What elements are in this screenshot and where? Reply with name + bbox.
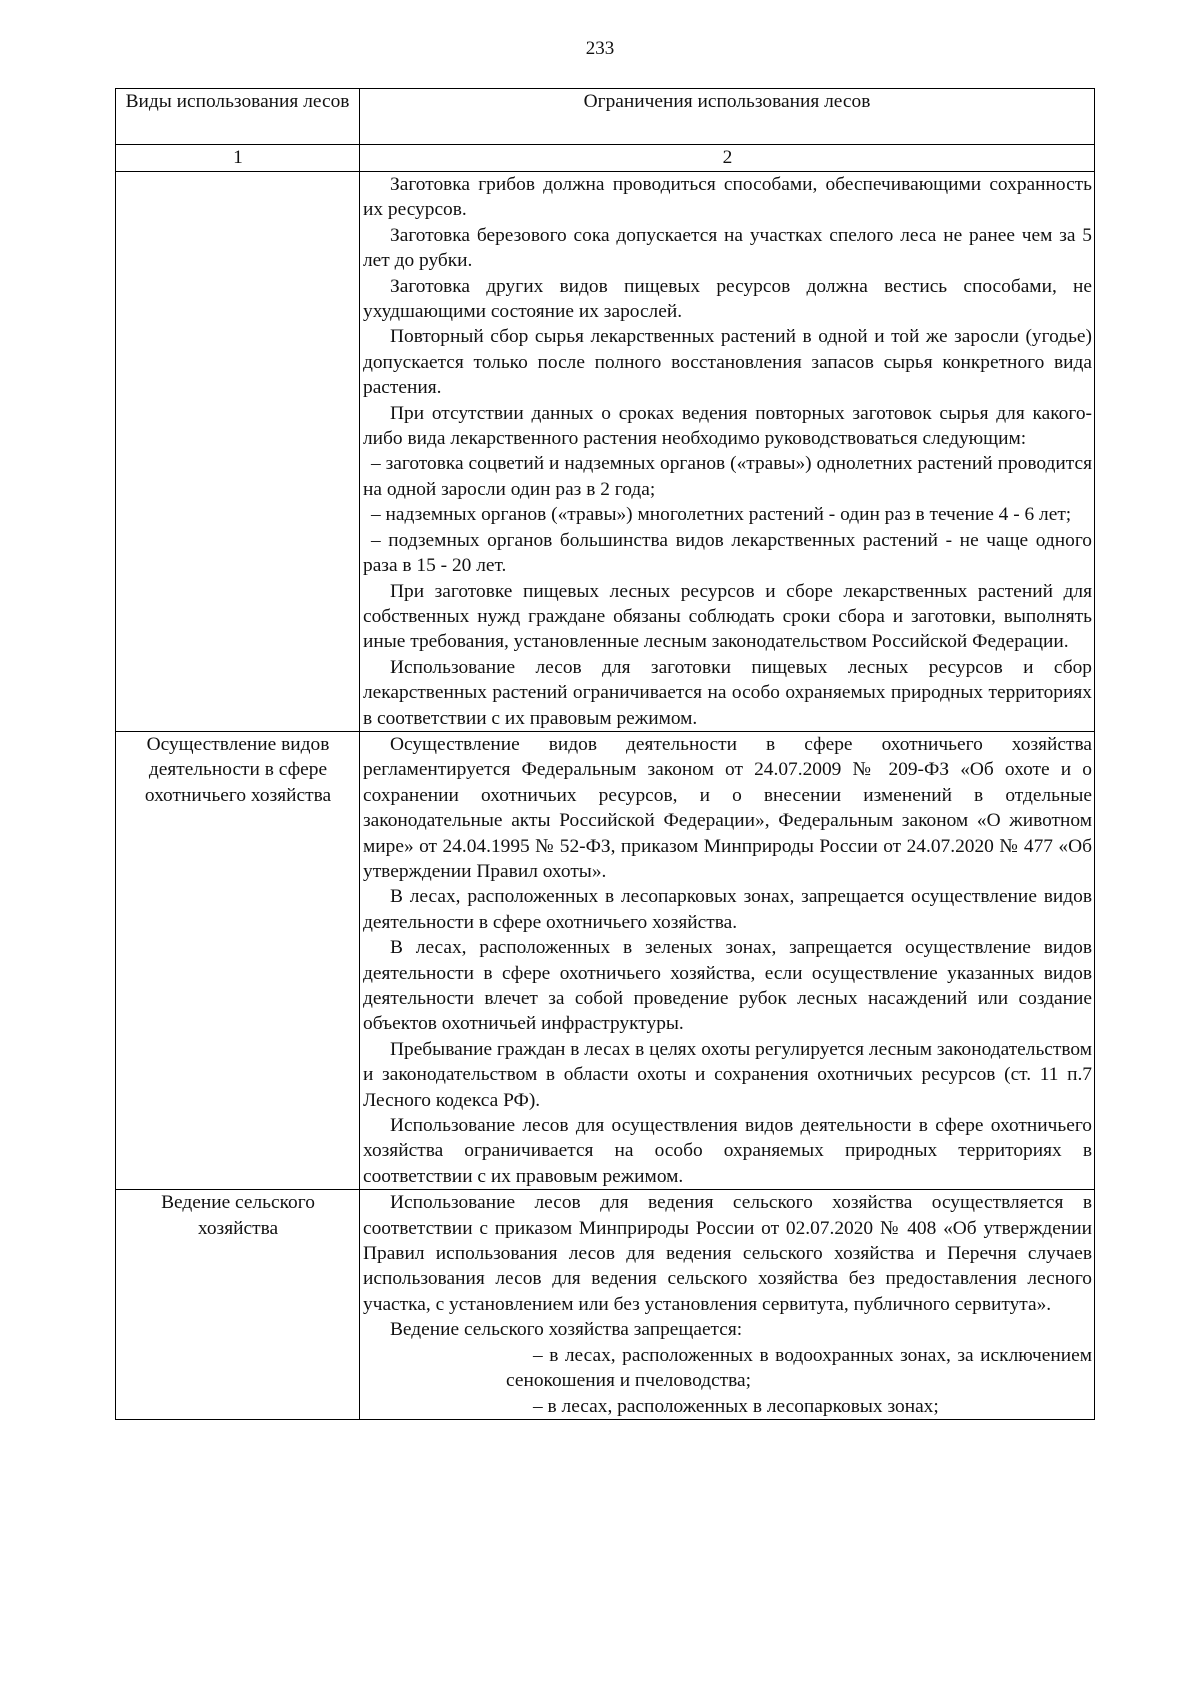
header-col-kinds: Виды использования лесов: [116, 89, 360, 145]
row-kind-cell: [116, 172, 360, 732]
paragraph: Использование лесов для ведения сельского хозяйства осуществляется в соответствии с приказом Минприроды России от 02.07.2020 № 408 «Об утверждении Правил использования лесов для ведения сельского хозяйства и Перечня случаев использования лесов для ведения сельского хозяйства без предоставления лесного участка, с установлением или без установления сервитута, публичного сервитута».: [363, 1192, 1092, 1315]
row-restrictions-cell: [360, 1190, 1095, 1420]
table-row: [116, 172, 1095, 732]
paragraph: Заготовка березового сока допускается на участках спелого леса не ранее чем за 5 лет до рубки.: [363, 224, 1092, 272]
dash-list-item: – надземных органов («травы») многолетних растений - один раз в течение 4 - 6 лет;: [371, 504, 1072, 526]
page-number: 233: [585, 38, 615, 59]
column-number-1: 1: [116, 145, 360, 172]
row-restrictions-cell: [360, 172, 1095, 732]
table-header-row: [116, 89, 1095, 145]
table-row: [116, 1190, 1095, 1420]
paragraph: Осуществление видов деятельности в сфере охотничьего хозяйства регламентируется Федеральным законом от 24.07.2009 № 209-ФЗ «Об охоте и о сохранении охотничьих ресурсов, и о внесении изменений в отдельные законодательные акты Российской Федерации», Федеральным законом «О животном мире» от 24.04.1995 № 52-ФЗ, приказом Минприроды России от 24.07.2020 № 477 «Об утверждении Правил охоты».: [363, 733, 1092, 882]
paragraph: Использование лесов для заготовки пищевых лесных ресурсов и сбор лекарственных растений ограничивается на особо охраняемых природных территориях в соответствии с их правовым режимом.: [363, 656, 1092, 729]
paragraph: Пребывание граждан в лесах в целях охоты регулируется лесным законодательством и законодательством в области охоты и сохранения охотничьих ресурсов (ст. 11 п.7 Лесного кодекса РФ).: [363, 1038, 1092, 1111]
paragraph: В лесах, расположенных в зеленых зонах, запрещается осуществление видов деятельности в сфере охотничьего хозяйства, если осуществление указанных видов деятельности влечет за собой проведение рубок лесных насаждений или создание объектов охотничьей инфраструктуры.: [363, 937, 1092, 1035]
paragraph: Ведение сельского хозяйства запрещается:: [390, 1319, 743, 1341]
dash-list-item: – в лесах, расположенных в лесопарковых зонах;: [533, 1395, 939, 1417]
row-kind-cell: Ведение сельского хозяйства: [116, 1190, 360, 1420]
column-number-row: [116, 145, 1095, 172]
column-number-2: 2: [360, 145, 1095, 172]
paragraph: Повторный сбор сырья лекарственных растений в одной и той же заросли (угодье) допускается только после полного восстановления запасов сырья конкретного вида растения.: [363, 326, 1092, 399]
header-col-restrictions: Ограничения использования лесов: [360, 89, 1095, 145]
paragraph: При отсутствии данных о сроках ведения повторных заготовок сырья для какого-либо вида лекарственного растения необходимо руководствоваться следующим:: [363, 402, 1092, 450]
row-kind-cell: Осуществление видов деятельности в сфере охотничьего хозяйства: [116, 731, 360, 1189]
dash-list-item: – в лесах, расположенных в водоохранных зонах, за исключением сенокошения и пчеловодства;: [506, 1344, 1092, 1392]
dash-list-item: – заготовка соцветий и надземных органов («травы») однолетних растений проводится на одной заросли один раз в 2 года;: [363, 453, 1092, 500]
forest-use-restrictions-table: [115, 88, 1095, 1420]
paragraph: При заготовке пищевых лесных ресурсов и сборе лекарственных растений для собственных нужд граждане обязаны соблюдать сроки сбора и заготовки, выполнять иные требования, установленные лесным законодательством Российской Федерации.: [363, 580, 1092, 653]
row-restrictions-cell: [360, 731, 1095, 1189]
paragraph: В лесах, расположенных в лесопарковых зонах, запрещается осуществление видов деятельности в сфере охотничьего хозяйства.: [363, 886, 1092, 933]
paragraph: Заготовка грибов должна проводиться способами, обеспечивающими сохранность их ресурсов.: [363, 174, 1092, 221]
paragraph: Заготовка других видов пищевых ресурсов должна вестись способами, не ухудшающими состояние их зарослей.: [363, 275, 1092, 323]
table-row: [116, 731, 1095, 1189]
paragraph: Использование лесов для осуществления видов деятельности в сфере охотничьего хозяйства ограничивается на особо охраняемых природных территориях в соответствии с их правовым режимом.: [363, 1115, 1092, 1187]
dash-list-item: – подземных органов большинства видов лекарственных растений - не чаще одного раза в 15 - 20 лет.: [363, 529, 1092, 577]
